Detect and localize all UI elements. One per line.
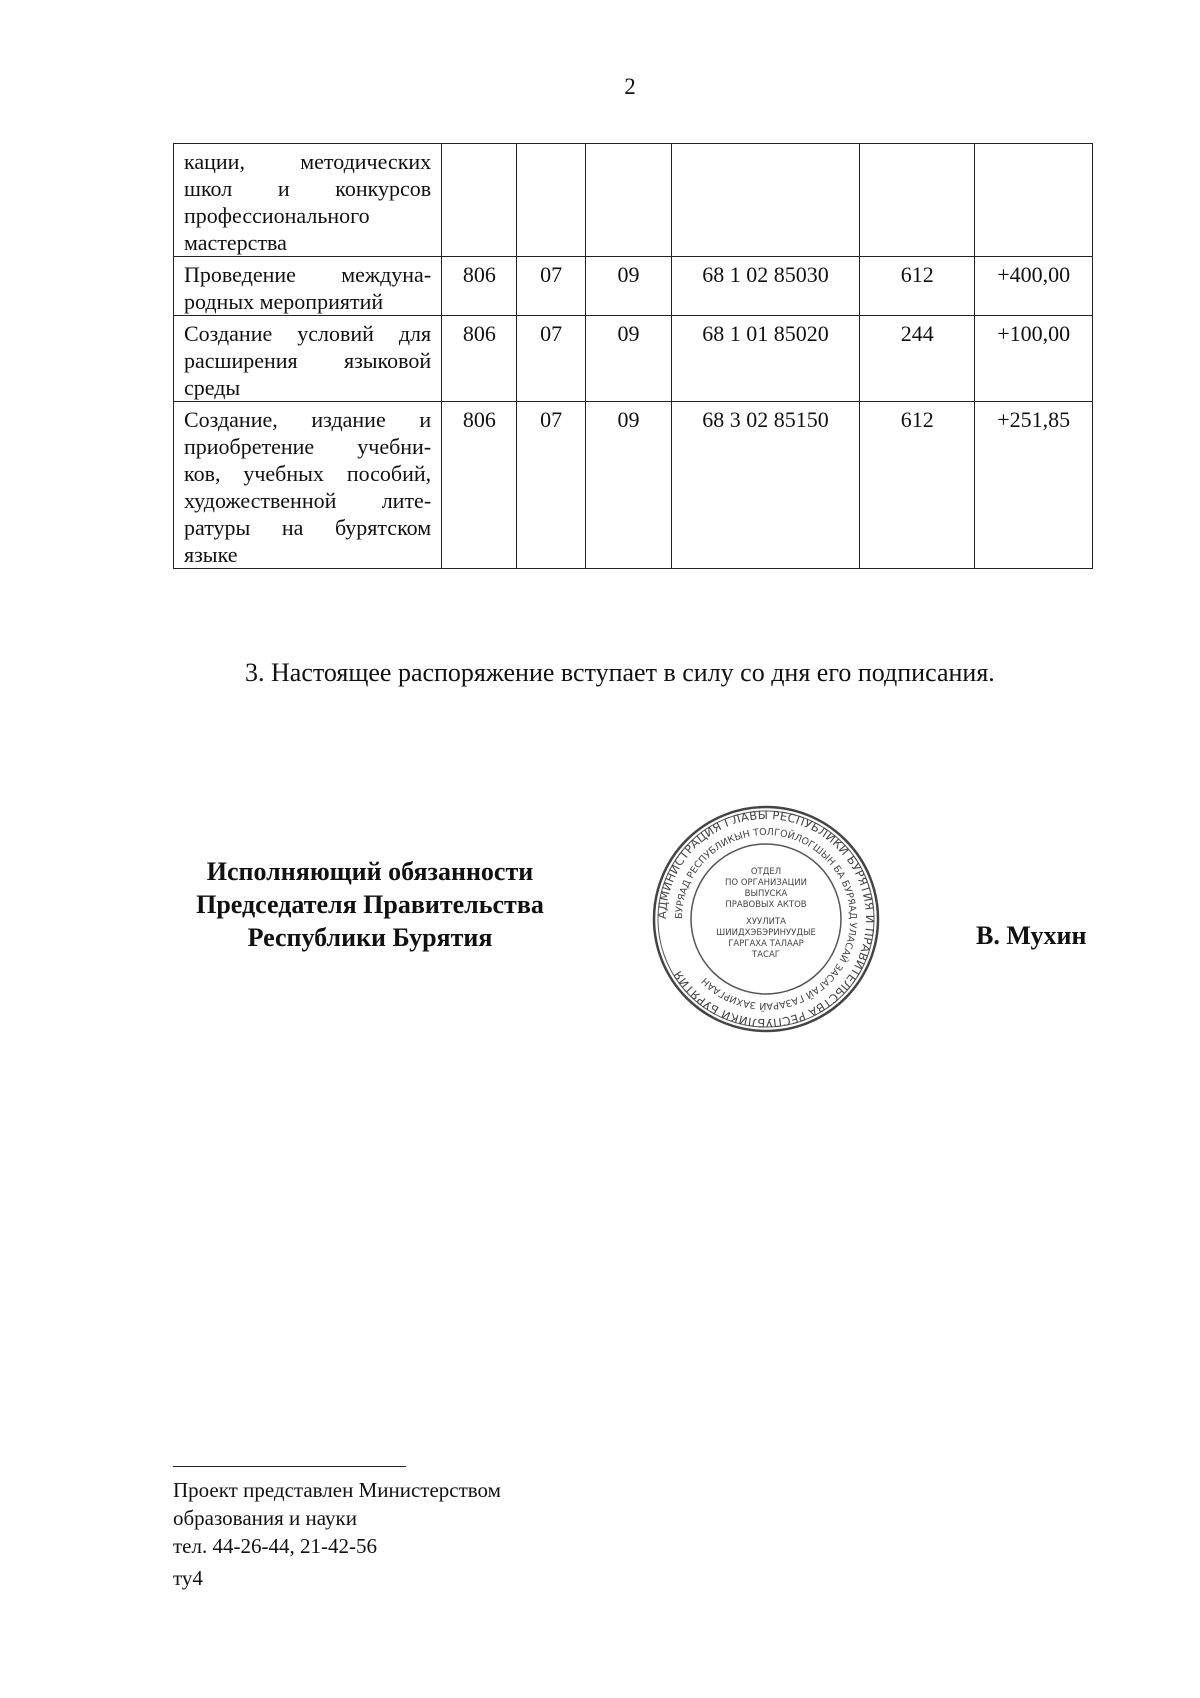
expense-name-line: среды [184, 375, 241, 400]
table-row [174, 402, 1093, 569]
table-row [174, 144, 1093, 257]
expense-type-cell: 612 [859, 402, 975, 569]
section-code-cell [517, 144, 585, 257]
seal-outer-text: АДМИНИСТРАЦИЯ ГЛАВЫ РЕСПУБЛИКИ БУРЯТИЯ И ПРАВИТЕЛЬСТВА РЕСПУБЛИКИ БУРЯТИЯ [654, 807, 878, 1031]
target-article-cell [672, 144, 860, 257]
document-code: ту4 [173, 1566, 203, 1590]
expense-name-cell [174, 257, 442, 316]
target-article-cell: 68 3 02 85150 [672, 402, 860, 569]
official-seal [651, 804, 881, 1034]
expense-type-cell [859, 144, 975, 257]
seal-center-line: ПРАВОВЫХ АКТОВ [725, 900, 807, 910]
seal-center-line: ХУУЛИТА [746, 917, 786, 927]
subsection-code-cell: 09 [585, 402, 671, 569]
expense-name-line: школ и конкурсов [184, 176, 432, 201]
expense-name-cell [174, 316, 442, 402]
footnote-line: образования и науки [173, 1506, 357, 1530]
amount-cell: +251,85 [975, 402, 1093, 569]
expense-name-line: родных мероприятий [184, 289, 384, 314]
seal-center-line: ПО ОРГАНИЗАЦИИ [725, 878, 807, 888]
expense-name-line: профессионального [184, 203, 370, 228]
signer-name: В. Мухин [976, 921, 1087, 950]
section-code-cell: 07 [517, 402, 585, 569]
budget-table [173, 143, 1093, 569]
expense-name-line: ков, учебных пособий, [184, 461, 432, 486]
expense-name-line: Создание условий для [184, 321, 432, 346]
subsection-code-cell: 09 [585, 316, 671, 402]
ministry-code-cell: 806 [442, 402, 517, 569]
signature-title-line: Исполняющий обязанности [206, 857, 534, 886]
seal-center-line: ШИИДХЭБЭРИНУУДЫЕ [716, 928, 816, 938]
target-article-cell: 68 1 02 85030 [672, 257, 860, 316]
expense-name-line: ратуры на бурятском [184, 515, 432, 540]
footnote-line: тел. 44-26-44, 21-42-56 [173, 1534, 377, 1558]
amount-cell: +100,00 [975, 316, 1093, 402]
seal-center-line: ОТДЕЛ [750, 867, 782, 877]
footnote [173, 1476, 501, 1560]
amount-cell [975, 144, 1093, 257]
subsection-code-cell: 09 [585, 257, 671, 316]
footnote-divider [173, 1466, 406, 1467]
seal-inner-ring-text: БУРЯАД РЕСПУБЛИКЫН ТОЛГОЙЛОГШЫН БА БУРЯАД УЛАСАЙ ЗАСАГАЙ ГАЗАРАЙ ЗАХИРГААН [673, 826, 859, 1012]
expense-name-cell [174, 144, 442, 257]
target-article-cell: 68 1 01 85020 [672, 316, 860, 402]
ministry-code-cell [442, 144, 517, 257]
expense-type-cell: 244 [859, 316, 975, 402]
seal-center-line: ТАСАГ [752, 950, 780, 960]
signature-title [160, 855, 580, 954]
expense-name-line: языке [184, 542, 238, 567]
section-code-cell: 07 [517, 257, 585, 316]
ministry-code-cell: 806 [442, 257, 517, 316]
table-row [174, 257, 1093, 316]
expense-name-line: Создание, издание и [184, 407, 432, 432]
ministry-code-cell: 806 [442, 316, 517, 402]
seal-center-line: ГАРГАХА ТАЛААР [728, 939, 804, 949]
expense-name-line: кации, методических [184, 149, 432, 174]
expense-name-line: Проведение междуна- [184, 262, 432, 287]
expense-name-line: художественной лите- [184, 488, 432, 513]
signature-title-line: Председателя Правительства [196, 890, 544, 919]
expense-type-cell: 612 [859, 257, 975, 316]
expense-name-cell [174, 402, 442, 569]
signature-title-line: Республики Бурятия [247, 923, 493, 952]
table-row [174, 316, 1093, 402]
budget-table-body [174, 144, 1093, 569]
expense-name-line: приобретение учебни- [184, 434, 432, 459]
footnote-line: Проект представлен Министерством [173, 1478, 501, 1502]
expense-name-line: расширения языковой [184, 348, 432, 373]
page-number: 2 [624, 74, 636, 99]
subsection-code-cell [585, 144, 671, 257]
clause-3: 3. Настоящее распоряжение вступает в силу со дня его подписания. [245, 658, 995, 687]
amount-cell: +400,00 [975, 257, 1093, 316]
seal-center-line: ВЫПУСКА [744, 889, 788, 899]
section-code-cell: 07 [517, 316, 585, 402]
expense-name-line: мастерства [184, 230, 287, 255]
